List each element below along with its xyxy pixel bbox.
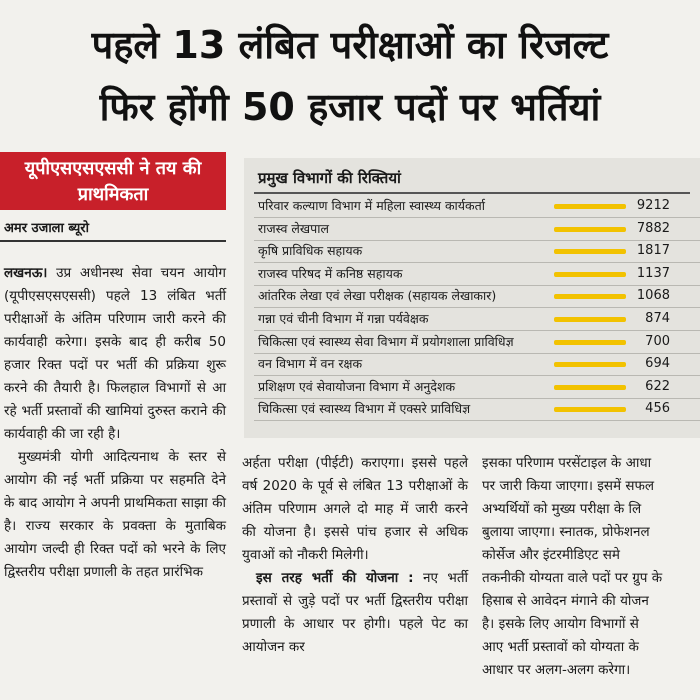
dateline: लखनऊ। bbox=[4, 265, 48, 281]
vacancy-count: 874 bbox=[645, 311, 670, 326]
vacancy-box-title: प्रमुख विभागों की रिक्तियां bbox=[258, 169, 401, 187]
headline-line-2: फिर होंगी 50 हजार पदों पर भर्तियां bbox=[99, 85, 601, 129]
vacancy-row bbox=[254, 309, 700, 329]
text-line: पर जारी किया जाएगा। इसमें सफल bbox=[482, 478, 655, 494]
article-column-3 bbox=[482, 452, 700, 682]
kicker: यूपीएसएसएससी ने तय की प्राथमिकता bbox=[0, 152, 226, 210]
vacancy-count: 1817 bbox=[636, 243, 670, 259]
vacancy-box-divider bbox=[254, 192, 690, 194]
leader-bar bbox=[554, 385, 626, 390]
leader-bar bbox=[554, 317, 626, 322]
leader-bar bbox=[554, 294, 626, 299]
vacancy-count: 9212 bbox=[636, 198, 670, 213]
paragraph: मुख्यमंत्री योगी आदित्यनाथ के स्तर से आयोग की नई भर्ती प्रक्रिया पर सहमति देने के बाद आयोग ने अपनी प्राथमिकता साझा की है। राज्य सरकार के प्रवक्ता के मुताबिक आयोग जल्दी ही रिक्त पदों को भरने के लिए द्विस्तरीय परीक्षा प्रणाली के तहत प्रारंभिक bbox=[4, 449, 226, 580]
subheading: इस तरह भर्ती की योजना : bbox=[256, 570, 414, 586]
vacancy-dept: चिकित्सा एवं स्वास्थ्य सेवा विभाग में प्रयोगशाला प्राविधिज्ञ bbox=[258, 332, 518, 352]
leader-bar bbox=[554, 227, 626, 232]
vacancy-row bbox=[254, 286, 700, 306]
vacancy-dept: राजस्व परिषद में कनिष्ठ सहायक bbox=[258, 264, 406, 284]
paragraph bbox=[4, 262, 226, 446]
text-line: कोर्सेज और इंटरमीडिएट समे bbox=[482, 547, 620, 563]
vacancy-count: 456 bbox=[645, 401, 670, 417]
vacancy-row bbox=[254, 399, 700, 419]
text-line: अभ्यर्थियों को मुख्य परीक्षा के लि bbox=[482, 501, 642, 517]
vacancy-dept: चिकित्सा एवं स्वास्थ्य विभाग में एक्सरे प्राविधिज्ञ bbox=[258, 399, 474, 419]
vacancy-dept: वन विभाग में वन रक्षक bbox=[258, 354, 366, 374]
leader-bar bbox=[554, 340, 626, 345]
text-line: आधार पर अलग-अलग करेगा। bbox=[482, 662, 631, 678]
vacancy-dept: राजस्व लेखपाल bbox=[258, 219, 333, 239]
vacancy-row bbox=[254, 196, 700, 216]
vacancy-dept: कृषि प्राविधिक सहायक bbox=[258, 241, 366, 261]
row-divider bbox=[254, 420, 700, 421]
vacancy-dept: गन्ना एवं चीनी विभाग में गन्ना पर्यवेक्षक bbox=[258, 309, 432, 329]
article-column-2 bbox=[242, 452, 468, 659]
vacancy-count: 694 bbox=[645, 356, 670, 372]
leader-bar bbox=[554, 272, 626, 277]
vacancy-count: 700 bbox=[645, 333, 670, 349]
leader-bar bbox=[554, 407, 626, 412]
byline-divider bbox=[0, 240, 226, 242]
vacancy-dept: परिवार कल्याण विभाग में महिला स्वास्थ्य कार्यकर्ता bbox=[258, 196, 489, 216]
text-line: बुलाया जाएगा। स्नातक, प्रोफेशनल bbox=[482, 524, 650, 540]
text-line: हिसाब से आवेदन मंगाने की योजन bbox=[482, 593, 649, 609]
text-line: इसका परिणाम परसेंटाइल के आधा bbox=[482, 455, 652, 471]
leader-bar bbox=[554, 362, 626, 367]
paragraph-text: नए भर्ती प्रस्तावों से जुड़े पदों पर भर्ती द्विस्तरीय परीक्षा प्रणाली के आधार पर होगी। पहले पेट का आयोजन कर bbox=[242, 570, 469, 655]
vacancy-box bbox=[244, 158, 700, 438]
text-line: है। इसके लिए आयोग विभागों से bbox=[482, 616, 639, 632]
vacancy-dept: प्रशिक्षण एवं सेवायोजना विभाग में अनुदेशक bbox=[258, 377, 459, 397]
leader-bar bbox=[554, 204, 626, 209]
headline-line-1: पहले 13 लंबित परीक्षाओं का रिजल्ट bbox=[91, 23, 609, 67]
vacancy-count: 7882 bbox=[636, 220, 670, 236]
paragraph bbox=[242, 567, 468, 659]
vacancy-row bbox=[254, 264, 700, 284]
vacancy-row bbox=[254, 332, 700, 352]
vacancy-row bbox=[254, 377, 700, 397]
text-line: आए भर्ती प्रस्तावों को योग्यता के bbox=[482, 639, 639, 655]
vacancy-dept: आंतरिक लेखा एवं लेखा परीक्षक (सहायक लेखाकार) bbox=[258, 286, 500, 306]
text-line: तकनीकी योग्यता वाले पदों पर ग्रुप के bbox=[482, 570, 663, 586]
vacancy-row bbox=[254, 354, 700, 374]
leader-bar bbox=[554, 249, 626, 254]
byline: अमर उजाला ब्यूरो bbox=[4, 221, 89, 236]
article-column-1 bbox=[4, 262, 226, 584]
vacancy-count: 1068 bbox=[636, 288, 670, 304]
vacancy-count: 622 bbox=[645, 378, 670, 394]
paragraph: अर्हता परीक्षा (पीईटी) कराएगा। इससे पहले वर्ष 2020 के पूर्व से लंबित 13 परीक्षाओं के अंतिम परिणाम अगले दो माह में जारी करने की योजना है। इससे पांच हजार से अधिक युवाओं को नौकरी मिलेगी। bbox=[242, 455, 468, 563]
vacancy-count: 1137 bbox=[636, 265, 670, 281]
paragraph-text: उप्र अधीनस्थ सेवा चयन आयोग (यूपीएसएसएससी) पहले 13 लंबित भर्ती परीक्षाओं के अंतिम परिणाम जारी करने की कार्यवाही करेगा। इसके बाद ही करीब 50 हजार रिक्त पदों पर भर्ती की प्रक्रिया शुरू करने की तैयारी है। फिलहाल विभागों से आ रहे भर्ती प्रस्तावों की खामियां दुरुस्त कराने की कार्यवाही की जा रही है। bbox=[4, 265, 226, 442]
vacancy-row bbox=[254, 219, 700, 239]
vacancy-row bbox=[254, 241, 700, 261]
